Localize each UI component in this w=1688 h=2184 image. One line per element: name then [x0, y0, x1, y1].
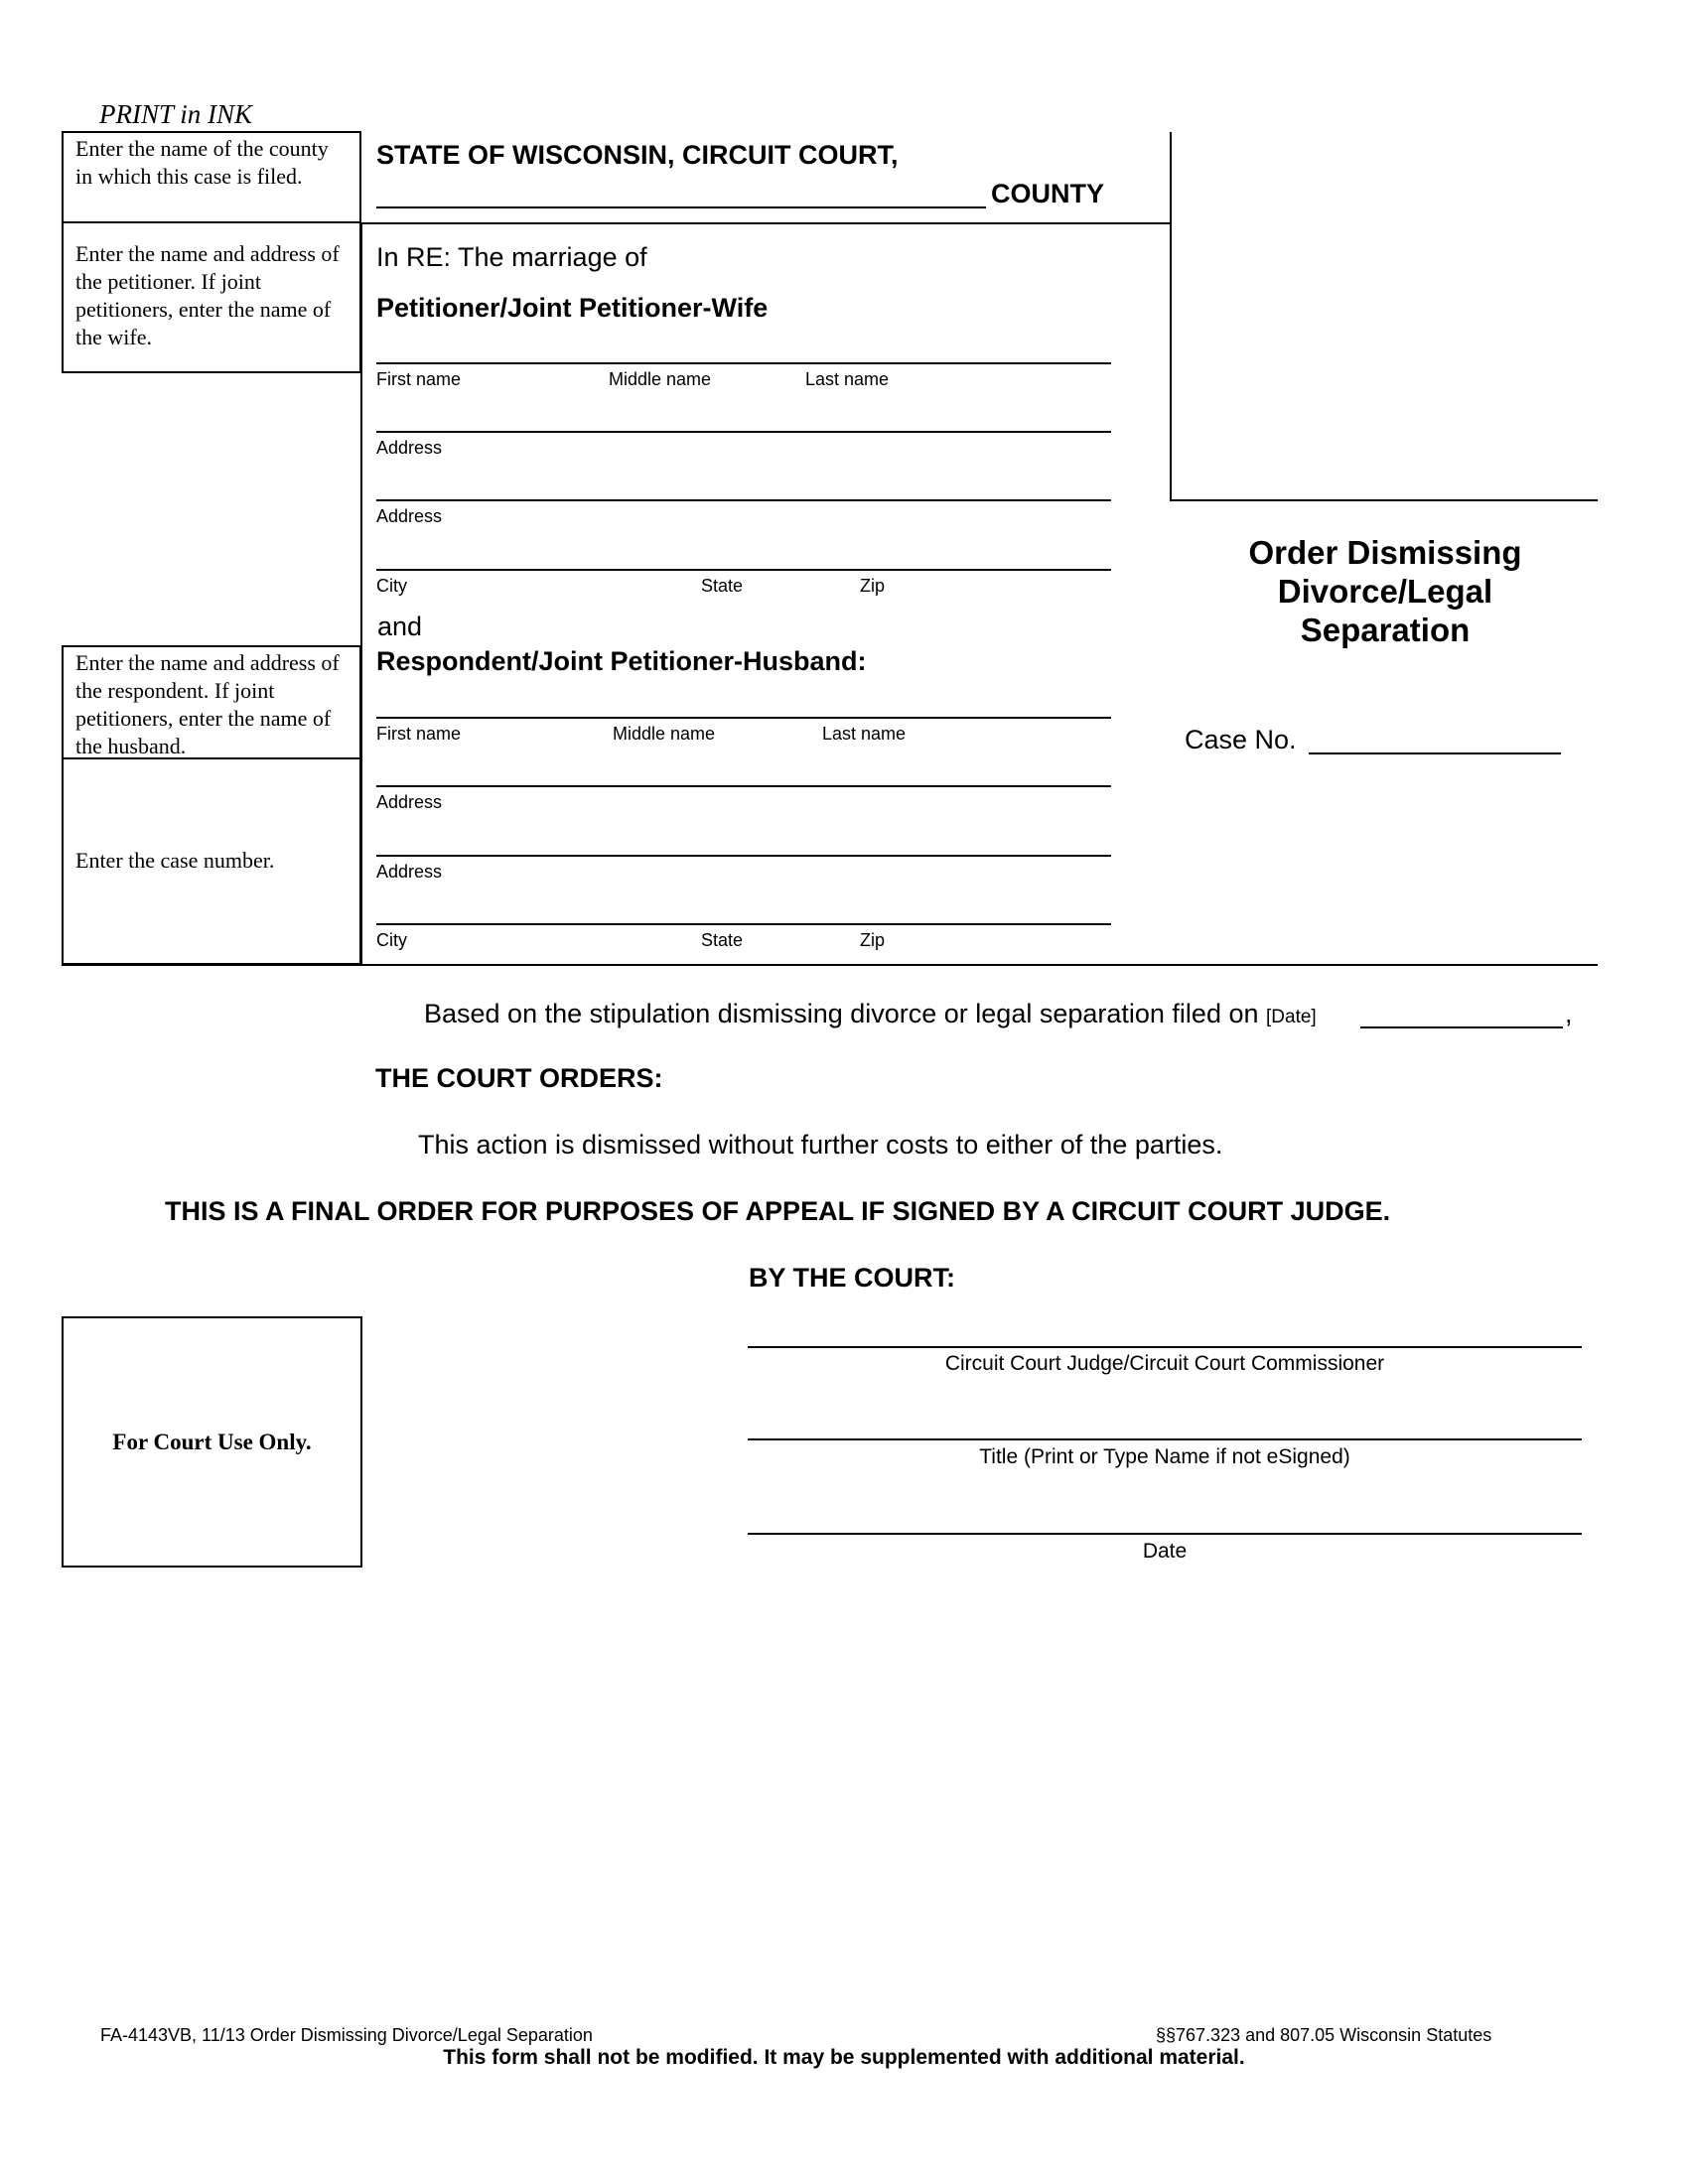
respondent-middle-name-label: Middle name — [613, 724, 716, 744]
petitioner-hint: Enter the name and address of the petitioner. If joint petitioners, enter the name of the wife. — [75, 241, 340, 349]
date-tag: [Date] — [1266, 1007, 1317, 1027]
respondent-address2-label: Address — [376, 862, 443, 882]
respondent-address2-input[interactable] — [376, 855, 1111, 857]
by-the-court: BY THE COURT: — [749, 1263, 956, 1293]
court-header-rule — [360, 222, 1172, 224]
petitioner-last-name-label: Last name — [805, 369, 890, 389]
and-text: and — [377, 612, 423, 641]
stipulation-comma: , — [1565, 999, 1573, 1028]
stipulation-line — [424, 999, 1317, 1029]
petitioner-hint-box — [62, 222, 361, 373]
judge-signature-label: Circuit Court Judge/Circuit Court Commissioner — [944, 1352, 1385, 1375]
respondent-hint-box — [62, 645, 361, 759]
title-name-input[interactable] — [748, 1438, 1582, 1440]
county-label: COUNTY — [991, 179, 1104, 208]
respondent-address1-label: Address — [376, 792, 443, 812]
stipulation-date-input[interactable] — [1360, 1026, 1563, 1028]
county-input[interactable] — [376, 206, 986, 208]
in-re-text: In RE: The marriage of — [376, 242, 647, 272]
print-in-ink-note: PRINT in INK — [99, 99, 253, 129]
petitioner-name-input[interactable] — [376, 362, 1111, 364]
respondent-last-name-label: Last name — [822, 724, 907, 744]
case-number-hint-box — [62, 757, 361, 965]
respondent-city-state-zip-input[interactable] — [376, 923, 1111, 925]
caption-bottom-rule — [62, 964, 1598, 966]
county-hint-box — [62, 131, 361, 223]
petitioner-state-label: State — [701, 576, 744, 596]
petitioner-address2-label: Address — [376, 506, 443, 526]
respondent-heading: Respondent/Joint Petitioner-Husband: — [376, 646, 867, 676]
statutes-citation: §§767.323 and 807.05 Wisconsin Statutes — [1156, 2025, 1492, 2045]
case-number-hint: Enter the case number. — [75, 848, 275, 873]
respondent-hint: Enter the name and address of the respondent. If joint petitioners, enter the name of the husband. — [75, 650, 340, 758]
petitioner-heading: Petitioner/Joint Petitioner-Wife — [376, 293, 769, 323]
caption-left-rule — [360, 222, 362, 965]
respondent-city-label: City — [376, 930, 407, 950]
petitioner-first-name-label: First name — [376, 369, 462, 389]
title-name-label: Title (Print or Type Name if not eSigned) — [979, 1445, 1350, 1468]
signature-date-label: Date — [1142, 1540, 1188, 1563]
form-notice: This form shall not be modified. It may be supplemented with additional material. — [443, 2046, 1245, 2069]
case-no-input[interactable] — [1309, 752, 1561, 754]
case-no-label: Case No. — [1185, 725, 1297, 754]
petitioner-address1-input[interactable] — [376, 431, 1111, 433]
stamp-area-rule — [1170, 499, 1598, 501]
judge-signature-input[interactable] — [748, 1346, 1582, 1348]
respondent-name-input[interactable] — [376, 717, 1111, 719]
stipulation-text: Based on the stipulation dismissing divorce or legal separation filed on — [424, 999, 1259, 1028]
court-orders-heading: THE COURT ORDERS: — [375, 1063, 663, 1093]
caption-right-rule — [1170, 132, 1172, 500]
document-title-line1: Order Dismissing — [1248, 534, 1522, 571]
document-title — [1172, 533, 1599, 649]
county-hint: Enter the name of the county in which this case is filed. — [75, 136, 329, 189]
respondent-address1-input[interactable] — [376, 785, 1111, 787]
court-use-label: For Court Use Only. — [112, 1430, 312, 1454]
petitioner-zip-label: Zip — [860, 576, 886, 596]
dismissed-text: This action is dismissed without further costs to either of the parties. — [418, 1130, 1223, 1160]
petitioner-middle-name-label: Middle name — [609, 369, 712, 389]
document-title-line3: Separation — [1300, 612, 1471, 648]
signature-date-input[interactable] — [748, 1533, 1582, 1535]
form-id: FA-4143VB, 11/13 Order Dismissing Divorce/Legal Separation — [100, 2025, 593, 2045]
petitioner-city-label: City — [376, 576, 407, 596]
court-use-box — [62, 1316, 362, 1568]
final-order-notice: THIS IS A FINAL ORDER FOR PURPOSES OF APPEAL IF SIGNED BY A CIRCUIT COURT JUDGE. — [165, 1196, 1391, 1226]
respondent-state-label: State — [701, 930, 744, 950]
respondent-first-name-label: First name — [376, 724, 462, 744]
respondent-zip-label: Zip — [860, 930, 886, 950]
document-title-line2: Divorce/Legal — [1277, 573, 1493, 610]
petitioner-address2-input[interactable] — [376, 499, 1111, 501]
petitioner-city-state-zip-input[interactable] — [376, 569, 1111, 571]
court-title: STATE OF WISCONSIN, CIRCUIT COURT, — [376, 140, 899, 170]
petitioner-address1-label: Address — [376, 438, 443, 458]
